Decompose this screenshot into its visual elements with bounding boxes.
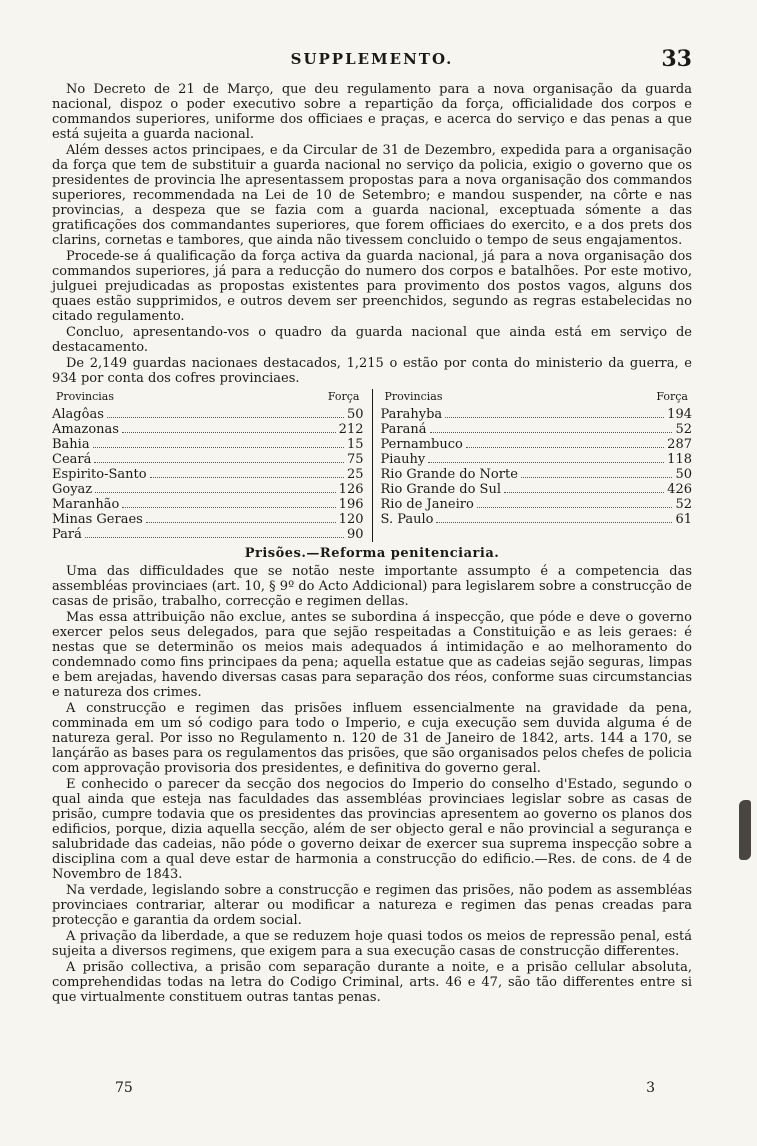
force-value: 52 [675, 422, 692, 437]
leader-dots [477, 497, 673, 508]
paragraph: Concluo, apresentando-vos o quadro da guarda nacional que ainda está em serviço de destacamento. [52, 325, 692, 355]
force-value: 50 [675, 467, 692, 482]
leader-dots [428, 452, 664, 463]
force-value: 75 [346, 452, 364, 467]
leader-dots [430, 422, 673, 433]
province-name: S. Paulo [380, 512, 434, 527]
province-name: Goyaz [52, 482, 93, 497]
page-title: SUPPLEMENTO. [290, 50, 454, 68]
table-header [52, 389, 364, 407]
page-body [52, 82, 692, 1006]
province-name: Pernambuco [380, 437, 463, 452]
table-row [52, 482, 364, 497]
leader-dots [445, 407, 664, 418]
table-row [381, 452, 693, 467]
table-row [52, 437, 364, 452]
force-value: 90 [346, 527, 364, 542]
province-name: Parahyba [380, 407, 443, 422]
paragraph: Além desses actos principaes, e da Circular de 31 de Dezembro, expedida para a organisação da força que tem de substituir a guarda nacional no serviço da policia, exigio o governo que os presidentes de provincia lhe apresentassem propostas para a nova organisação dos commandos superiores, recommendada na Lei de 10 de Setembro; e mandou suspender, na côrte e nas provincias, a despeza que se fazia com a guarda nacional, exceptuada sómente a das gratificações dos commandantes superiores, que forem officiaes do exercito, e a dos prets dos clarins, cornetas e tambores, que ainda não tivessem concluido o tempo de seus engajamentos. [52, 143, 692, 248]
table-row [52, 497, 364, 512]
section-title: Prisões.—Reforma penitenciaria. [244, 546, 500, 561]
province-name: Piauhy [380, 452, 426, 467]
province-name: Ceará [52, 452, 92, 467]
table-column-right [373, 389, 693, 542]
force-value: 126 [338, 482, 364, 497]
guard-table [52, 389, 692, 542]
ink-stain [739, 800, 751, 860]
province-name: Alagôas [52, 407, 104, 422]
leader-dots [95, 482, 336, 493]
paragraph: E conhecido o parecer da secção dos negocios do Imperio do conselho d'Estado, segundo o qual ainda que esteja nas faculdades das assembléas provinciaes legislar sobre as casas de prisão, cumpre todavia que os presidentes das provincias apresentem ao governo os planos dos edificios, porque, dizia aquella secção, além de ser objecto geral e não provincial a segurança e salubridade das cadeias, não póde o governo deixar de exercer sua suprema inspecção sobre a disciplina com a qual deve estar de harmonia a construcção do edificio.—Res. de cons. de 4 de Novembro de 1843. [52, 777, 692, 882]
table-row [52, 452, 364, 467]
province-name: Bahia [52, 437, 90, 452]
force-value: 194 [667, 407, 692, 422]
leader-dots [466, 437, 664, 448]
paragraph: A privação da liberdade, a que se reduzem hoje quasi todos os meios de repressão penal, está sujeita a diversos regimens, que exigem para a sua execução casas de construcção differentes. [52, 929, 692, 959]
table-row [381, 437, 693, 452]
table-row [381, 407, 693, 422]
table-row [52, 467, 364, 482]
province-name: Minas Geraes [52, 512, 143, 527]
paragraph: No Decreto de 21 de Março, que deu regulamento para a nova organisação da guarda nacional, dispoz o poder executivo sobre a repartição da força, officialidade dos corpos e commandos superiores, uniforme dos officiaes e praças, e acerca do serviço e das penas a que está sujeita a guarda nacional. [52, 82, 692, 142]
paragraph: A prisão collectiva, a prisão com separação durante a noite, e a prisão cellular absoluta, comprehendidas todas na letra do Codigo Criminal, arts. 46 e 47, são tão differentes entre si que virtualmente constituem outras tantas penas. [52, 960, 692, 1005]
force-value: 426 [667, 482, 692, 497]
force-value: 287 [667, 437, 692, 452]
paragraph: Procede-se á qualificação da força activa da guarda nacional, já para a nova organisação dos commandos superiores, já para a reducção do numero dos corpos e batalhões. Por este motivo, julguei prejudicadas as propostas existentes para provimento dos postos vagos, alguns dos quaes estão supprimidos, e outros devem ser preenchidos, segundo as regras estabelecidas no citado regulamento. [52, 249, 692, 324]
province-name: Amazonas [52, 422, 119, 437]
table-row [381, 467, 693, 482]
paragraph: Na verdade, legislando sobre a construcção e regimen das prisões, não podem as assembléas provinciaes contrariar, alterar ou modificar a natureza e regimen das penas creadas para protecção e garantia da ordem social. [52, 883, 692, 928]
province-name: Paraná [380, 422, 427, 437]
leader-dots [94, 452, 344, 463]
table-header [381, 389, 693, 407]
leader-dots [436, 512, 672, 523]
table-row [381, 497, 693, 512]
province-name: Pará [52, 527, 82, 542]
leader-dots [122, 422, 336, 433]
paragraph: A construcção e regimen das prisões influem essencialmente na gravidade da pena, comminada em um só codigo para todo o Imperio, e cuja execução sem duvida alguma é de natureza geral. Por isso no Regulamento n. 120 de 31 de Janeiro de 1842, arts. 144 a 170, se lançárão as bases para os regulamentos das prisões, que são organisados pelos chefes de policia com approvação provisoria dos presidentes, e definitiva do governo geral. [52, 701, 692, 776]
header-provincias: Provincias [56, 390, 114, 403]
leader-dots [122, 497, 335, 508]
table-row [52, 527, 364, 542]
page-number: 33 [661, 46, 692, 72]
table-column-left [52, 389, 373, 542]
paragraph: De 2,149 guardas nacionaes destacados, 1,215 o estão por conta do ministerio da guerra, e 934 por conta dos cofres provinciaes. [52, 356, 692, 386]
table-row [381, 482, 693, 497]
leader-dots [521, 467, 673, 478]
footer-number: 3 [646, 1080, 655, 1096]
leader-dots [107, 407, 344, 418]
province-name: Espirito-Santo [52, 467, 147, 482]
leader-dots [504, 482, 664, 493]
force-value: 52 [675, 497, 692, 512]
paragraph: Uma das difficuldades que se notão neste importante assumpto é a competencia das assembléas provinciaes (art. 10, § 9º do Acto Addicional) para legislarem sobre a construcção de casas de prisão, trabalho, correcção e regimen dellas. [52, 564, 692, 609]
leader-dots [93, 437, 344, 448]
paragraph: Mas essa attribuição não exclue, antes se subordina á inspecção, que póde e deve o governo exercer pelos seus delegados, para que sejão respeitadas a Constituição e as leis geraes: é nestas que se determinão os meios mais adequados á intimidação e ao melhoramento do condemnado como fins principaes da pena; aquella estatue que as cadeias sejão seguras, limpas e bem arejadas, havendo diversas casas para separação dos réos, conforme suas circumstancias e natureza dos crimes. [52, 610, 692, 700]
leader-dots [150, 467, 344, 478]
header-provincias: Provincias [384, 390, 443, 403]
table-row [52, 512, 364, 527]
force-value: 61 [675, 512, 692, 527]
header-forca: Força [327, 390, 360, 403]
header-forca: Força [656, 390, 688, 403]
table-row [381, 422, 693, 437]
force-value: 196 [338, 497, 364, 512]
province-name: Maranhão [52, 497, 120, 512]
force-value: 120 [338, 512, 364, 527]
force-value: 15 [346, 437, 364, 452]
signature-mark: 75 [115, 1080, 133, 1096]
force-value: 212 [338, 422, 364, 437]
province-name: Rio Grande do Sul [380, 482, 501, 497]
table-row [381, 512, 693, 527]
province-name: Rio de Janeiro [380, 497, 474, 512]
force-value: 25 [346, 467, 364, 482]
table-row [52, 422, 364, 437]
force-value: 118 [667, 452, 692, 467]
force-value: 50 [346, 407, 364, 422]
table-row [52, 407, 364, 422]
page-header [52, 46, 692, 80]
province-name: Rio Grande do Norte [380, 467, 518, 482]
leader-dots [85, 527, 344, 538]
leader-dots [146, 512, 336, 523]
